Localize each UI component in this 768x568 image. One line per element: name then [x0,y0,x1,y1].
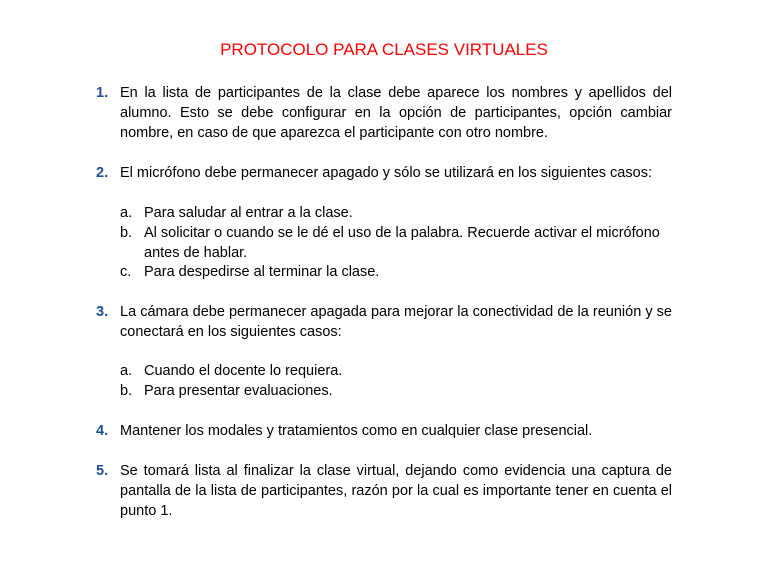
list-item-5 [96,461,672,521]
list-item-3 [96,302,672,342]
sub-item-2a [120,203,672,223]
item-number: 3. [96,304,109,320]
item-number: 1. [96,85,109,101]
sub-item-marker: a. [120,363,133,379]
list-item-2 [96,163,672,183]
item-text: Se tomará lista al finalizar la clase virtual, dejando como evidencia una captura de pantalla de la lista de participantes, razón por la cual es importante tener en cuenta el punto 1. [120,463,672,519]
sub-item-text: Para saludar al entrar a la clase. [144,205,353,221]
sub-item-text: Para despedirse al terminar la clase. [144,264,380,280]
sub-item-2c [120,262,672,282]
item-text: La cámara debe permanecer apagada para mejorar la conectividad de la reunión y se conectará en los siguientes casos: [120,304,672,340]
list-item-4 [96,421,672,441]
sub-item-3a [120,361,672,381]
item-number: 2. [96,165,109,181]
item-text: En la lista de participantes de la clase debe aparece los nombres y apellidos del alumno. Esto se debe configurar en la opción de participantes, opción cambiar nombre, en caso de que aparezca el participante con otro nombre. [120,85,672,141]
sub-item-marker: a. [120,205,133,221]
sub-item-text: Cuando el docente lo requiera. [144,363,343,379]
item-text: Mantener los modales y tratamientos como en cualquier clase presencial. [120,423,593,439]
sub-item-text: Al solicitar o cuando se le dé el uso de la palabra. Recuerde activar el micrófono antes de hablar. [144,225,660,261]
sub-item-marker: b. [120,383,133,399]
sub-item-marker: c. [120,264,132,280]
item-number: 5. [96,463,109,479]
sub-item-2b [120,223,672,263]
list-item-1 [96,83,672,143]
sub-item-text: Para presentar evaluaciones. [144,383,333,399]
sub-item-3b [120,381,672,401]
item-number: 4. [96,423,109,439]
document-title: PROTOCOLO PARA CLASES VIRTUALES [220,40,548,59]
sub-item-marker: b. [120,225,133,241]
item-text: El micrófono debe permanecer apagado y sólo se utilizará en los siguientes casos: [120,165,652,181]
